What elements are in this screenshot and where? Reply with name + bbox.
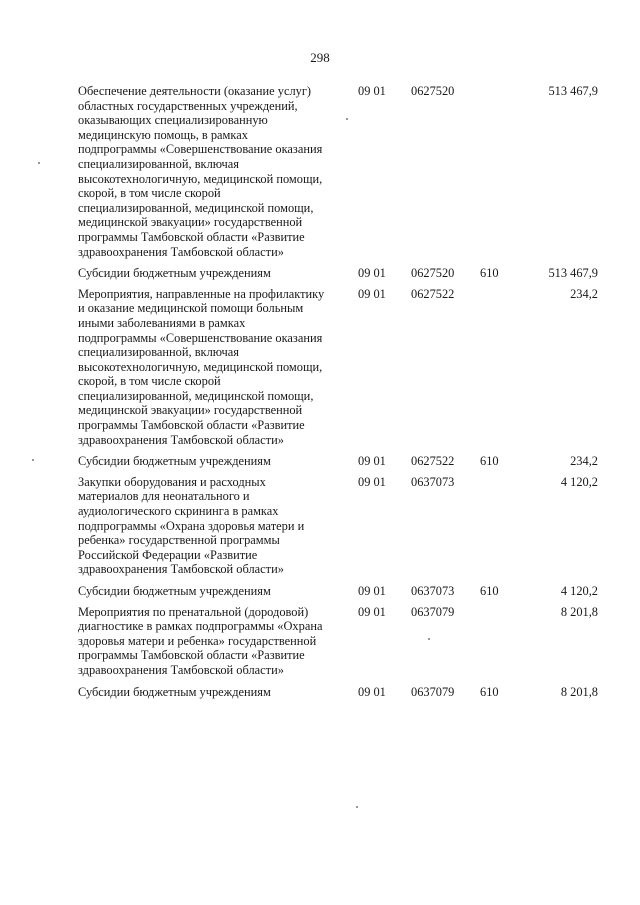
row-description: Мероприятия по пренатальной (дородовой) диагностике в рамках подпрограммы «Охрана здоровья матери и ребенка» государственной программы Тамбовской области «Развитие здравоохранения Тамбовской области»	[78, 604, 323, 677]
row-target-article: 0627520	[411, 266, 455, 281]
row-target-article: 0627520	[411, 84, 455, 98]
row-amount: 4 120,2	[560, 474, 598, 489]
row-description: Закупки оборудования и расходных материалов для неонатального и аудиологического скрининга в рамках подпрограммы «Охрана здоровья матери и ребенка» государственной программы Российской Федерации «Развитие здравоохранения Тамбовской области»	[78, 474, 305, 577]
row-description: Субсидии бюджетным учреждениям	[78, 584, 271, 598]
scan-speck	[428, 638, 430, 640]
row-section: 09 01	[358, 286, 386, 301]
row-amount: 234,2	[570, 454, 598, 469]
table-row	[78, 266, 598, 281]
row-target-article: 0637073	[411, 584, 455, 598]
row-section: 09 01	[358, 584, 386, 598]
row-expense-type: 610	[480, 684, 499, 699]
table-row	[78, 84, 598, 259]
row-amount: 513 467,9	[548, 266, 598, 281]
row-amount: 234,2	[570, 286, 598, 301]
row-section: 09 01	[358, 266, 386, 281]
row-amount: 513 467,9	[548, 84, 598, 98]
table-row	[78, 287, 598, 448]
row-expense-type: 610	[480, 454, 499, 469]
scan-speck	[346, 118, 348, 120]
row-expense-type: 610	[480, 266, 499, 281]
row-target-article: 0627522	[411, 286, 455, 301]
row-amount: 4 120,2	[560, 584, 598, 598]
table-row	[78, 454, 598, 469]
table-row	[78, 584, 598, 599]
row-section: 09 01	[358, 454, 386, 469]
row-description: Обеспечение деятельности (оказание услуг) областных государственных учреждений, оказывающих специализированную медицинскую помощь, в рамках подпрограммы «Совершенствование оказания специализированной, включая высокотехнологичную, медицинской помощи, скорой, в том числе скорой специализированной, медицинской помощи, медицинской эвакуации» государственной программы Тамбовской области «Развитие здравоохранения Тамбовской области»	[78, 84, 323, 259]
table-row	[78, 475, 598, 577]
row-description: Субсидии бюджетным учреждениям	[78, 454, 271, 469]
row-target-article: 0637079	[411, 684, 455, 699]
row-expense-type: 610	[480, 584, 499, 598]
row-target-article: 0637073	[411, 474, 455, 489]
row-section: 09 01	[358, 84, 386, 98]
scan-speck	[32, 459, 34, 461]
scan-speck	[38, 162, 40, 164]
row-section: 09 01	[358, 474, 386, 489]
budget-table	[78, 84, 598, 705]
row-description: Субсидии бюджетным учреждениям	[78, 266, 271, 281]
row-target-article: 0627522	[411, 454, 455, 469]
row-target-article: 0637079	[411, 604, 455, 619]
page-number: 298	[310, 50, 330, 65]
row-description: Субсидии бюджетным учреждениям	[78, 684, 271, 699]
row-section: 09 01	[358, 604, 386, 619]
row-amount: 8 201,8	[560, 684, 598, 699]
scan-speck	[356, 806, 358, 808]
row-description: Мероприятия, направленные на профилактику и оказание медицинской помощи больным иными заболеваниями в рамках подпрограммы «Совершенствование оказания специализированной, включая высокотехнологичную, медицинской помощи, скорой, в том числе скорой специализированной, медицинской помощи, медицинской эвакуации» государственной программы Тамбовской области «Развитие здравоохранения Тамбовской области»	[78, 286, 325, 447]
row-section: 09 01	[358, 684, 386, 699]
table-row	[78, 685, 598, 700]
table-row	[78, 605, 598, 678]
row-amount: 8 201,8	[560, 604, 598, 619]
